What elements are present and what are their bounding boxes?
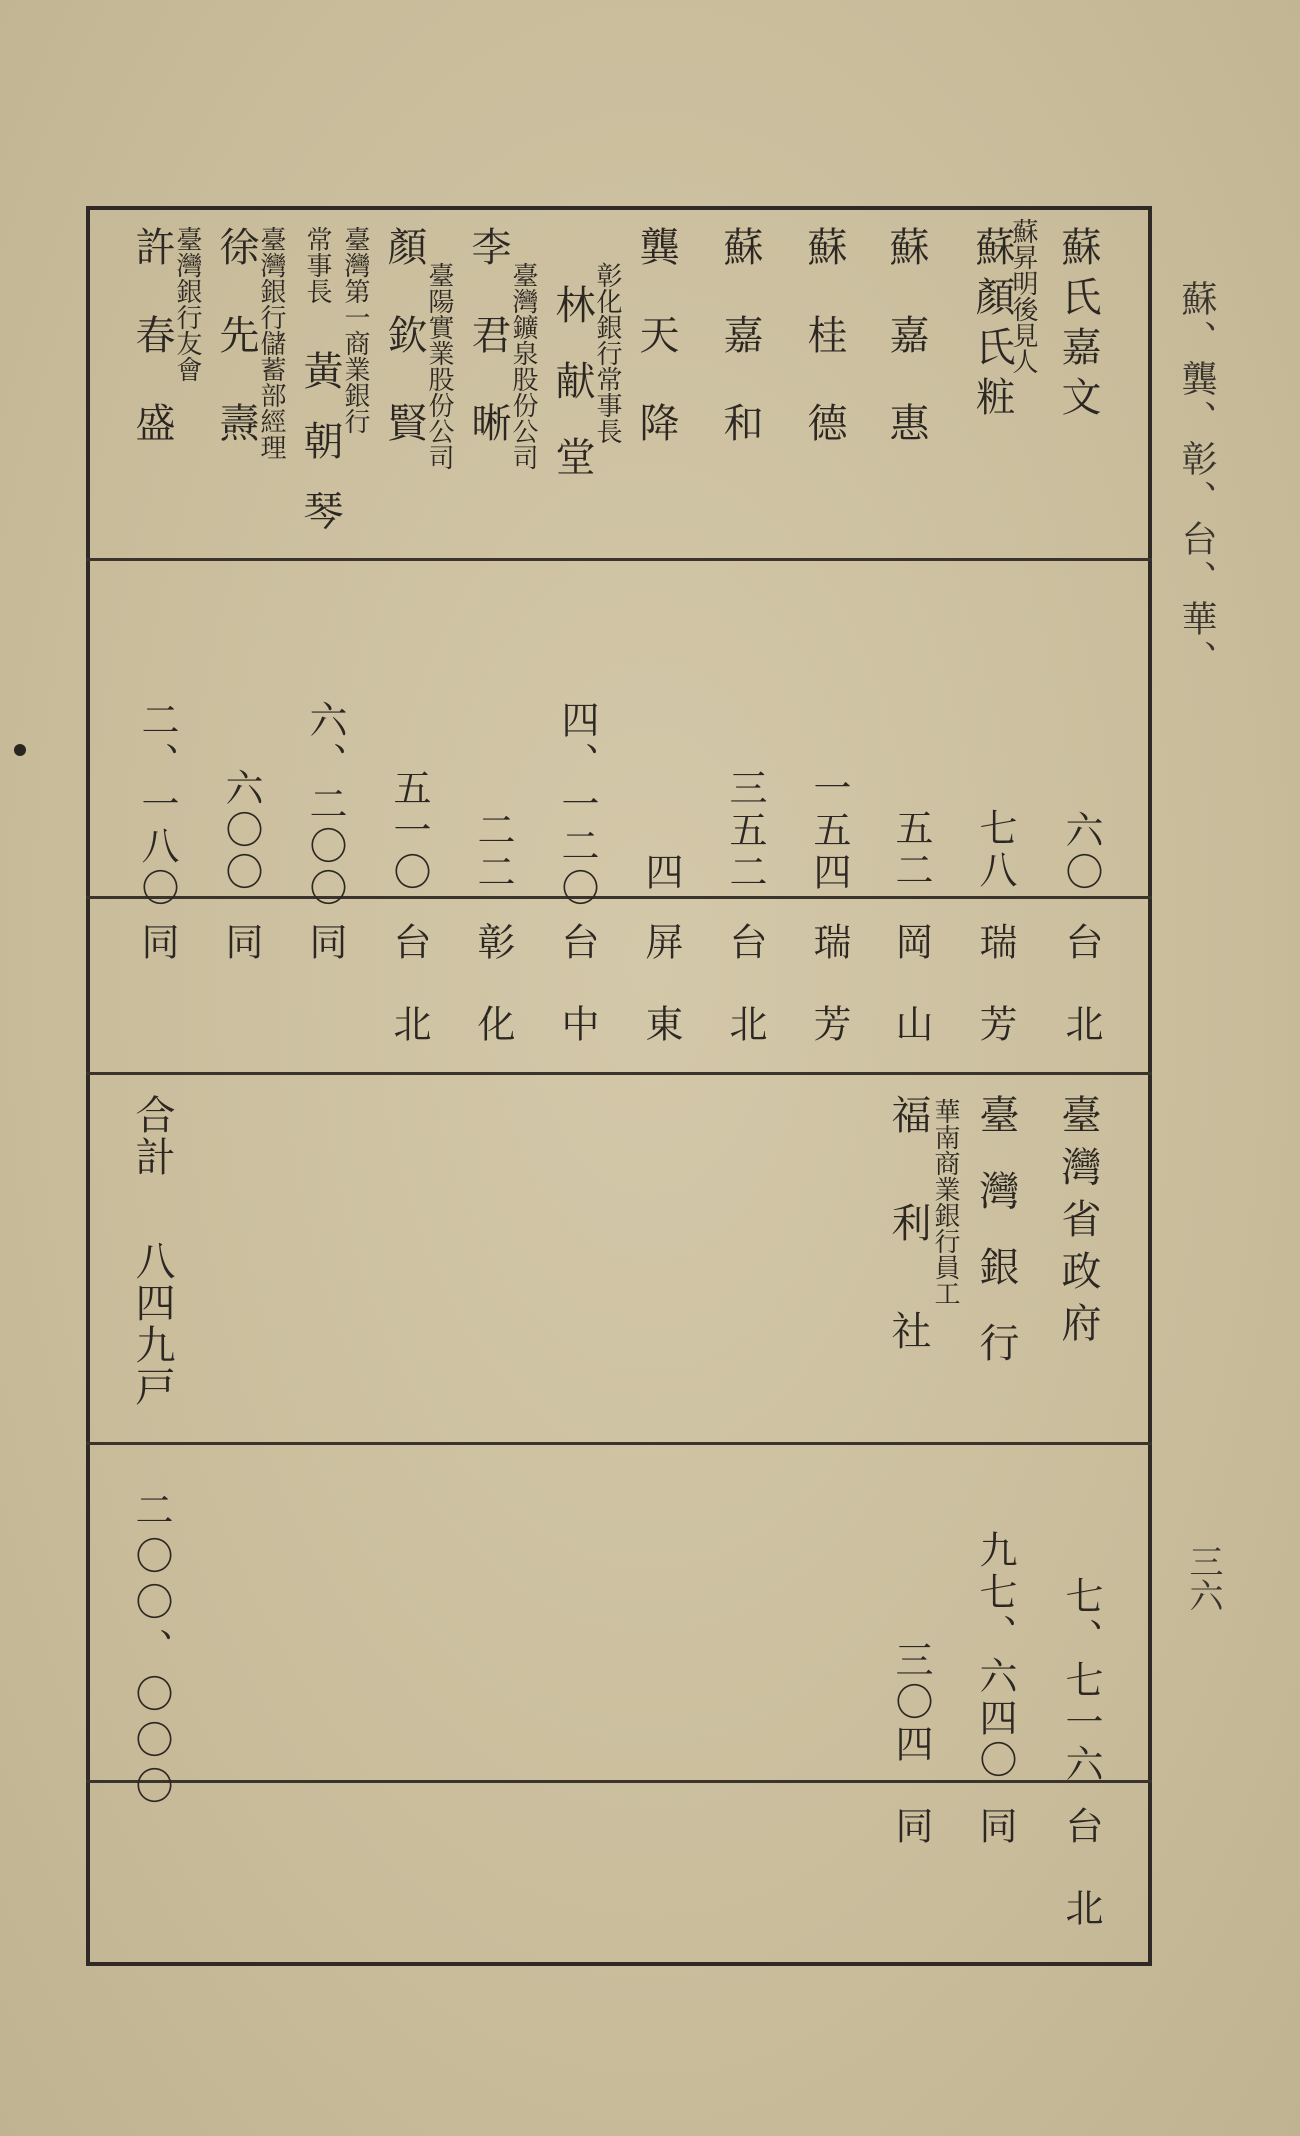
row-title: 臺灣銀行友會 xyxy=(172,226,202,382)
amount-cell: 七、七一六 xyxy=(1059,1576,1103,1786)
ink-spot xyxy=(14,744,26,756)
rule-4 xyxy=(86,1442,1152,1445)
location-cell: 岡山 xyxy=(889,922,933,1086)
location-cell: 台北 xyxy=(1059,1806,1103,1970)
location-cell: 彰化 xyxy=(471,922,515,1086)
amount-cell: 二二 xyxy=(471,810,515,894)
location-cell: 同 xyxy=(135,922,179,1004)
rule-2 xyxy=(86,896,1152,899)
total-households: 八四九戸 xyxy=(129,1240,175,1408)
location-cell: 同 xyxy=(889,1806,933,1888)
row-title: 華南商業銀行員工 xyxy=(930,1098,960,1306)
amount-cell: 七八 xyxy=(973,808,1017,892)
row-title: 臺灣鑛泉股份公司 xyxy=(508,262,538,470)
table-row-name: 臺灣銀行 xyxy=(973,1094,1019,1398)
table-row-name: 蘇氏嘉文 xyxy=(1055,226,1101,426)
location-cell: 台北 xyxy=(1059,922,1103,1086)
row-title: 臺灣第一商業銀行 xyxy=(340,226,370,434)
amount-cell: 四、一二〇 xyxy=(555,700,599,910)
table-row-name: 蘇桂德 xyxy=(801,226,847,490)
amount-cell: 一五四 xyxy=(807,768,851,894)
amount-cell: 五一〇 xyxy=(387,768,431,894)
location-cell: 屏東 xyxy=(639,922,683,1086)
page-number: 三六 xyxy=(1183,1544,1223,1612)
amount-cell: 三五二 xyxy=(723,768,767,894)
amount-cell: 六〇 xyxy=(1059,810,1103,894)
location-cell: 台北 xyxy=(387,922,431,1086)
amount-cell: 二、一八〇 xyxy=(135,700,179,910)
row-title: 臺灣銀行儲蓄部經理 xyxy=(256,226,286,460)
total-label: 合計 xyxy=(129,1094,175,1178)
row-title: 臺陽實業股份公司 xyxy=(424,262,454,470)
location-cell: 瑞芳 xyxy=(807,922,851,1086)
amount-cell: 四 xyxy=(639,852,683,894)
location-cell: 同 xyxy=(219,922,263,1004)
amount-cell: 九七、六四〇 xyxy=(973,1530,1017,1782)
table-row-name: 顏欽賢 xyxy=(381,226,427,490)
table-row-name: 蘇顏氏粧 xyxy=(969,226,1015,426)
running-header: 蘇、龔、彰、台、華、 xyxy=(1176,280,1217,680)
amount-cell: 三〇四 xyxy=(889,1640,933,1766)
table-row-name: 黃朝琴 xyxy=(297,350,343,560)
table-row-name: 福利社 xyxy=(885,1094,931,1418)
location-cell: 台中 xyxy=(555,922,599,1086)
table-row-name: 蘇嘉惠 xyxy=(883,226,929,490)
row-note: 蘇昇明後見人 xyxy=(1008,218,1038,374)
amount-cell: 五二 xyxy=(889,808,933,892)
table-row-name: 龔天降 xyxy=(633,226,679,490)
table-row-name: 許春盛 xyxy=(129,226,175,490)
location-cell: 同 xyxy=(973,1806,1017,1888)
row-title: 彰化銀行常事長 xyxy=(592,262,622,444)
location-cell: 台北 xyxy=(723,922,767,1086)
amount-cell: 六〇〇 xyxy=(219,768,263,894)
row-title: 常事長 xyxy=(302,226,332,304)
table-row-name: 臺灣省政府 xyxy=(1055,1094,1101,1354)
table-row-name: 蘇嘉和 xyxy=(717,226,763,490)
location-cell: 同 xyxy=(303,922,347,1004)
rule-1 xyxy=(86,558,1152,561)
table-row-name: 徐先燾 xyxy=(213,226,259,490)
total-amount: 二〇〇、〇〇〇 xyxy=(129,1490,173,1812)
table-row-name: 李君晰 xyxy=(465,226,511,490)
table-row-name: 林献堂 xyxy=(549,284,595,512)
amount-cell: 六、二〇〇 xyxy=(303,700,347,910)
location-cell: 瑞芳 xyxy=(973,922,1017,1086)
